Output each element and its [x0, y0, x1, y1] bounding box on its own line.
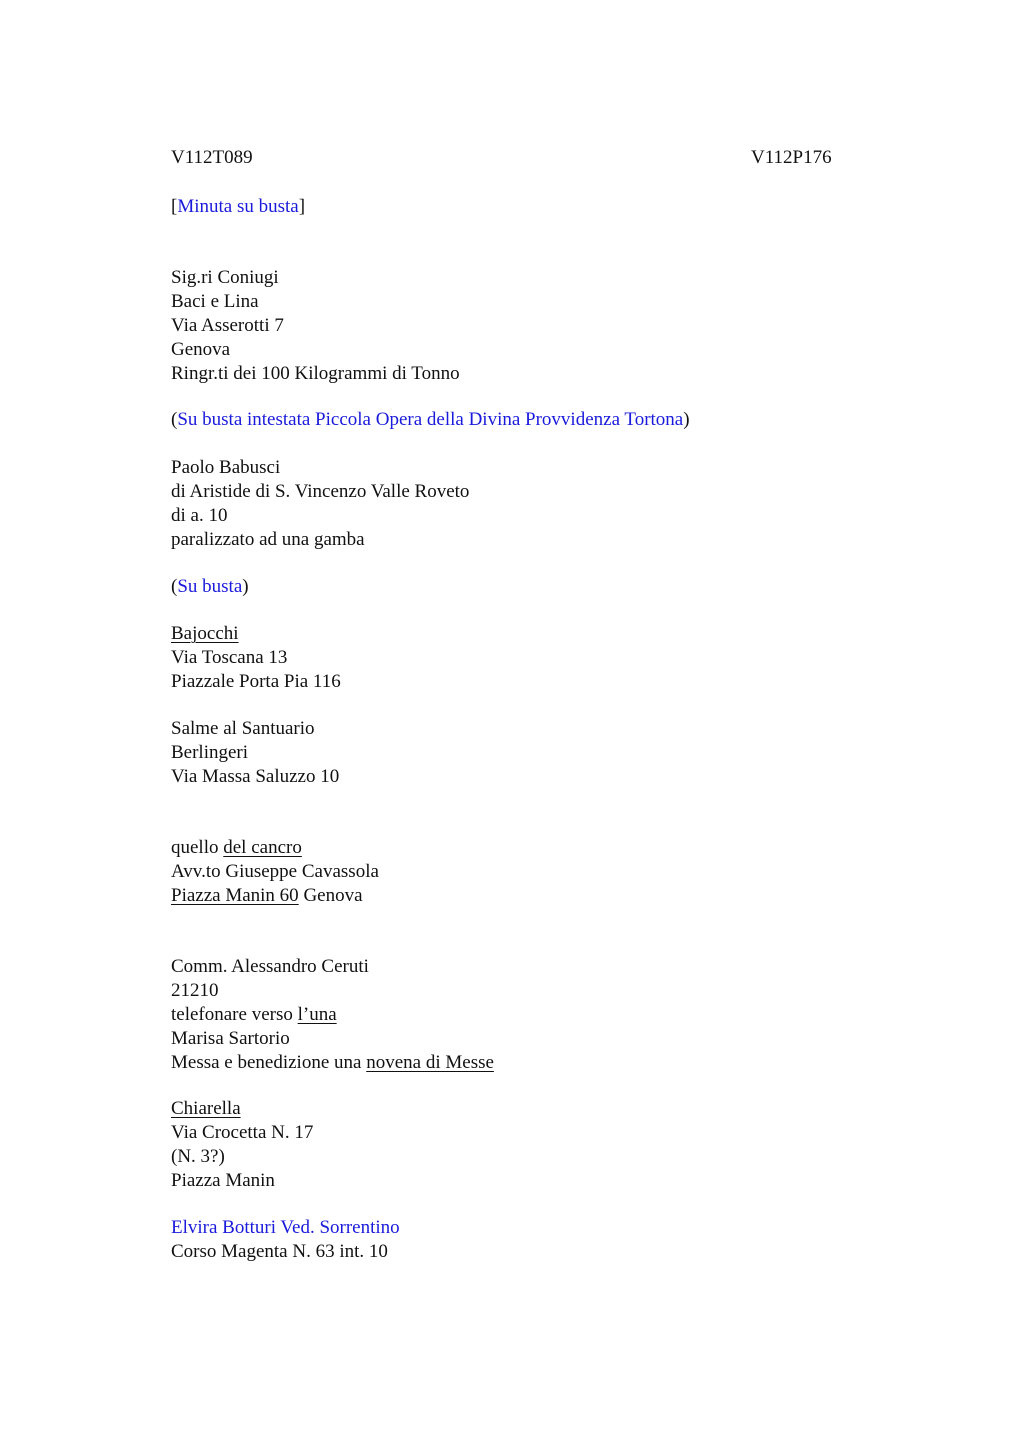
note-su-busta: (Su busta) [171, 576, 249, 597]
piazza-manin-underlined: Piazza Manin 60 [171, 885, 299, 906]
address-line: (N. 3?) [171, 1146, 225, 1167]
novena-underlined: novena di Messe [366, 1052, 494, 1073]
note-minuta: [Minuta su busta] [171, 196, 306, 217]
salme-line: Berlingeri [171, 742, 249, 763]
person-babusci [171, 456, 469, 552]
address-line: Piazza Manin [171, 1170, 275, 1191]
address-line: Baci e Lina [171, 291, 259, 312]
header-right-code: V112P176 [751, 147, 832, 168]
address-line: Sig.ri Coniugi [171, 267, 279, 288]
note-su-busta-text: Su busta [177, 576, 243, 597]
address-botturi [171, 1216, 400, 1264]
cavassola-line: Avv.to Giuseppe Cavassola [171, 861, 379, 882]
ceruti-phone: 21210 [171, 980, 219, 1001]
cancro-underlined: del cancro [223, 837, 302, 858]
address-line: Via Crocetta N. 17 [171, 1122, 314, 1143]
address-coniugi [171, 266, 460, 386]
bajocchi-name: Bajocchi [171, 623, 239, 644]
person-line: Paolo Babusci [171, 457, 281, 478]
person-line: paralizzato ad una gamba [171, 529, 365, 550]
note-busta-intestata-text: Su busta intestata Piccola Opera della Divina Provvidenza Tortona [177, 409, 684, 430]
ceruti-line: Comm. Alessandro Ceruti [171, 956, 369, 977]
header-left-code: V112T089 [171, 147, 253, 168]
address-line: Corso Magenta N. 63 int. 10 [171, 1241, 388, 1262]
person-line: di a. 10 [171, 505, 228, 526]
salme-line: Salme al Santuario [171, 718, 315, 739]
address-line: Via Asserotti 7 [171, 315, 284, 336]
address-bajocchi [171, 622, 341, 694]
note-minuta-text: Minuta su busta [177, 196, 299, 217]
address-line: Piazzale Porta Pia 116 [171, 671, 341, 692]
chiarella-name: Chiarella [171, 1098, 241, 1119]
salme-santuario [171, 717, 339, 789]
address-chiarella [171, 1097, 313, 1193]
person-line: di Aristide di S. Vincenzo Valle Roveto [171, 481, 470, 502]
ceruti-block: Comm. Alessandro Ceruti 21210 telefonare verso l’una Marisa Sartorio Messa e benedizione una novena di Messe [171, 956, 494, 1073]
address-line: Ringr.ti dei 100 Kilogrammi di Tonno [171, 363, 460, 384]
address-line: Via Toscana 13 [171, 647, 288, 668]
note-busta-intestata: (Su busta intestata Piccola Opera della Divina Provvidenza Tortona) [171, 409, 690, 430]
address-line: Genova [171, 339, 231, 360]
sartorio-line: Marisa Sartorio [171, 1028, 290, 1049]
botturi-name: Elvira Botturi Ved. Sorrentino [171, 1217, 400, 1238]
salme-line: Via Massa Saluzzo 10 [171, 766, 340, 787]
cancro-cavassola: quello del cancro Avv.to Giuseppe Cavassola Piazza Manin 60 Genova [171, 837, 379, 906]
luna-underlined: l’una [297, 1004, 337, 1025]
